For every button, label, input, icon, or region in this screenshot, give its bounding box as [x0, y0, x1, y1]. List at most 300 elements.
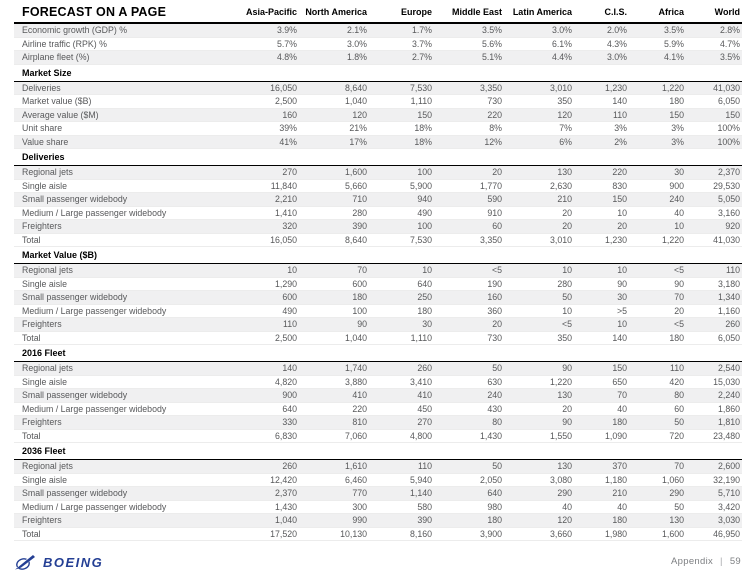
table-row	[14, 23, 742, 37]
table-cell: 210	[574, 487, 629, 501]
table-cell: 900	[629, 179, 686, 193]
table-cell: 3,660	[504, 527, 574, 541]
footer-separator: |	[720, 556, 723, 567]
table-cell: 1,110	[369, 95, 434, 109]
table-cell: 2,500	[232, 331, 299, 345]
table-row	[14, 95, 742, 109]
column-header: C.I.S.	[574, 2, 629, 23]
table-cell: 110	[232, 318, 299, 332]
table-cell: 160	[232, 108, 299, 122]
table-cell: 1,140	[369, 487, 434, 501]
table-cell: 600	[232, 291, 299, 305]
table-cell: 1,060	[629, 473, 686, 487]
table-cell: 2,370	[686, 166, 742, 180]
table-cell: 120	[504, 514, 574, 528]
table-cell: 140	[574, 331, 629, 345]
table-cell: 3%	[629, 135, 686, 149]
table-cell: 7,530	[369, 233, 434, 247]
table-row	[14, 233, 742, 247]
table-cell: 60	[629, 402, 686, 416]
table-cell: <5	[629, 318, 686, 332]
section-header-row	[14, 247, 742, 264]
table-cell: 41,030	[686, 81, 742, 95]
table-cell: 4.3%	[574, 37, 629, 51]
table-cell: 720	[629, 429, 686, 443]
table-cell: <5	[434, 264, 504, 278]
table-cell: 10	[369, 264, 434, 278]
page-footer	[0, 547, 750, 571]
table-cell: 150	[629, 108, 686, 122]
table-cell: 70	[574, 389, 629, 403]
table-cell: 11,840	[232, 179, 299, 193]
table-cell: 50	[434, 460, 504, 474]
table-cell: 6,460	[299, 473, 369, 487]
column-header: World	[686, 2, 742, 23]
table-cell: 16,050	[232, 233, 299, 247]
row-label: Small passenger widebody	[14, 291, 232, 305]
table-cell: 10,130	[299, 527, 369, 541]
table-cell: 90	[574, 277, 629, 291]
table-row	[14, 514, 742, 528]
table-cell: 3%	[574, 122, 629, 136]
table-row	[14, 135, 742, 149]
row-label: Market value ($B)	[14, 95, 232, 109]
row-label: Freighters	[14, 514, 232, 528]
table-cell: 21%	[299, 122, 369, 136]
row-label: Medium / Large passenger widebody	[14, 304, 232, 318]
table-cell: 430	[434, 402, 504, 416]
table-cell: 8,160	[369, 527, 434, 541]
page-number: 59	[729, 556, 741, 567]
table-cell: 23,480	[686, 429, 742, 443]
table-cell: 10	[232, 264, 299, 278]
table-cell: 70	[299, 264, 369, 278]
table-cell: 830	[574, 179, 629, 193]
table-cell: 6,830	[232, 429, 299, 443]
table-cell: 16,050	[232, 81, 299, 95]
table-cell: 10	[574, 318, 629, 332]
table-cell: 6,050	[686, 95, 742, 109]
table-cell: 580	[369, 500, 434, 514]
table-cell: 8,640	[299, 233, 369, 247]
table-row	[14, 166, 742, 180]
table-cell: 120	[299, 108, 369, 122]
table-cell: 1,600	[629, 527, 686, 541]
table-cell: 4,800	[369, 429, 434, 443]
table-cell: 30	[629, 166, 686, 180]
row-label: Total	[14, 331, 232, 345]
table-cell: 30	[574, 291, 629, 305]
boeing-logo	[13, 553, 103, 571]
table-cell: 40	[574, 500, 629, 514]
table-cell: 6%	[504, 135, 574, 149]
table-cell: 90	[299, 318, 369, 332]
row-label: Regional jets	[14, 460, 232, 474]
table-cell: 5.7%	[232, 37, 299, 51]
table-cell: 3.5%	[629, 23, 686, 37]
row-label: Total	[14, 233, 232, 247]
table-row	[14, 264, 742, 278]
table-cell: 770	[299, 487, 369, 501]
table-cell: 300	[299, 500, 369, 514]
table-cell: 32,190	[686, 473, 742, 487]
table-cell: 2.7%	[369, 51, 434, 65]
table-cell: 29,530	[686, 179, 742, 193]
table-cell: 2,240	[686, 389, 742, 403]
table-row	[14, 375, 742, 389]
column-header: Middle East	[434, 2, 504, 23]
table-row	[14, 304, 742, 318]
table-cell: 420	[629, 375, 686, 389]
row-label: Deliveries	[14, 81, 232, 95]
table-cell: 1,770	[434, 179, 504, 193]
table-cell: 4.7%	[686, 37, 742, 51]
table-cell: 7,060	[299, 429, 369, 443]
table-cell: 90	[629, 277, 686, 291]
table-cell: 330	[232, 416, 299, 430]
row-label: Medium / Large passenger widebody	[14, 500, 232, 514]
table-cell: 220	[574, 166, 629, 180]
table-cell: 910	[434, 206, 504, 220]
table-row	[14, 389, 742, 403]
table-cell: 630	[434, 375, 504, 389]
table-row	[14, 402, 742, 416]
table-cell: 10	[504, 264, 574, 278]
table-cell: 240	[434, 389, 504, 403]
page-title: FORECAST ON A PAGE	[14, 2, 232, 23]
table-cell: 15,030	[686, 375, 742, 389]
table-cell: 10	[574, 206, 629, 220]
table-cell: 4,820	[232, 375, 299, 389]
table-cell: 3,420	[686, 500, 742, 514]
table-cell: 90	[504, 416, 574, 430]
table-cell: 70	[629, 460, 686, 474]
table-cell: 1,600	[299, 166, 369, 180]
table-cell: 270	[232, 166, 299, 180]
table-cell: 2.1%	[299, 23, 369, 37]
table-cell: 1,810	[686, 416, 742, 430]
table-cell: 20	[574, 220, 629, 234]
table-cell: 100%	[686, 135, 742, 149]
table-row	[14, 81, 742, 95]
table-cell: 1,740	[299, 362, 369, 376]
table-cell: 100%	[686, 122, 742, 136]
row-label: Freighters	[14, 318, 232, 332]
table-cell: 280	[504, 277, 574, 291]
table-cell: 920	[686, 220, 742, 234]
row-label: Unit share	[14, 122, 232, 136]
table-cell: 1,040	[232, 514, 299, 528]
table-cell: 3,010	[504, 81, 574, 95]
table-cell: 130	[629, 514, 686, 528]
table-cell: 1,410	[232, 206, 299, 220]
table-cell: 1.8%	[299, 51, 369, 65]
row-label: Regional jets	[14, 362, 232, 376]
table-cell: 3.0%	[574, 51, 629, 65]
table-cell: 1,220	[629, 233, 686, 247]
table-cell: 6.1%	[504, 37, 574, 51]
table-row	[14, 500, 742, 514]
row-label: Total	[14, 527, 232, 541]
table-cell: 39%	[232, 122, 299, 136]
table-cell: 210	[504, 193, 574, 207]
table-row	[14, 429, 742, 443]
table-cell: 730	[434, 331, 504, 345]
row-label: Regional jets	[14, 166, 232, 180]
table-cell: 260	[232, 460, 299, 474]
row-label: Regional jets	[14, 264, 232, 278]
table-cell: 18%	[369, 122, 434, 136]
table-cell: 390	[299, 220, 369, 234]
table-cell: 1,220	[629, 81, 686, 95]
table-cell: 1,290	[232, 277, 299, 291]
table-cell: 17%	[299, 135, 369, 149]
column-header: Africa	[629, 2, 686, 23]
table-row	[14, 473, 742, 487]
table-cell: 710	[299, 193, 369, 207]
table-cell: 5.9%	[629, 37, 686, 51]
table-cell: 1,180	[574, 473, 629, 487]
table-row	[14, 51, 742, 65]
table-row	[14, 487, 742, 501]
table-cell: 3,010	[504, 233, 574, 247]
table-cell: 100	[369, 166, 434, 180]
table-cell: 60	[434, 220, 504, 234]
table-cell: 80	[629, 389, 686, 403]
table-cell: 41,030	[686, 233, 742, 247]
forecast-table	[14, 2, 742, 541]
table-cell: 20	[504, 220, 574, 234]
table-cell: 40	[574, 402, 629, 416]
table-cell: 3,180	[686, 277, 742, 291]
table-cell: 46,950	[686, 527, 742, 541]
table-cell: 1,090	[574, 429, 629, 443]
table-cell: 3,900	[434, 527, 504, 541]
table-cell: 12%	[434, 135, 504, 149]
table-cell: <5	[629, 264, 686, 278]
table-cell: 370	[574, 460, 629, 474]
table-cell: 5,900	[369, 179, 434, 193]
table-cell: 180	[299, 291, 369, 305]
table-row	[14, 460, 742, 474]
table-cell: 1,860	[686, 402, 742, 416]
table-row	[14, 416, 742, 430]
table-row	[14, 291, 742, 305]
table-cell: 180	[574, 514, 629, 528]
table-cell: 1,110	[369, 331, 434, 345]
table-cell: 41%	[232, 135, 299, 149]
table-cell: 180	[629, 331, 686, 345]
table-cell: 3,350	[434, 233, 504, 247]
table-cell: 80	[434, 416, 504, 430]
table-cell: <5	[504, 318, 574, 332]
row-label: Single aisle	[14, 277, 232, 291]
table-cell: 50	[504, 291, 574, 305]
table-cell: 1,430	[232, 500, 299, 514]
table-cell: 18%	[369, 135, 434, 149]
table-cell: 1,230	[574, 233, 629, 247]
table-row	[14, 122, 742, 136]
table-cell: 350	[504, 95, 574, 109]
table-row	[14, 206, 742, 220]
table-row	[14, 318, 742, 332]
table-cell: 2,540	[686, 362, 742, 376]
table-cell: 490	[369, 206, 434, 220]
row-label: Medium / Large passenger widebody	[14, 206, 232, 220]
table-cell: 3.5%	[434, 23, 504, 37]
section-header: 2036 Fleet	[14, 443, 742, 460]
column-header: North America	[299, 2, 369, 23]
section-header-row	[14, 443, 742, 460]
page-reference	[671, 556, 741, 567]
table-cell: 5.6%	[434, 37, 504, 51]
table-cell: 12,420	[232, 473, 299, 487]
table-cell: 20	[504, 402, 574, 416]
row-label: Average value ($M)	[14, 108, 232, 122]
section-header-row	[14, 345, 742, 362]
table-row	[14, 362, 742, 376]
table-cell: 1,230	[574, 81, 629, 95]
table-cell: 7,530	[369, 81, 434, 95]
row-label: Small passenger widebody	[14, 193, 232, 207]
table-cell: 320	[232, 220, 299, 234]
table-cell: 70	[629, 291, 686, 305]
table-cell: 150	[574, 362, 629, 376]
table-cell: 150	[574, 193, 629, 207]
section-header-row	[14, 64, 742, 81]
table-cell: 140	[232, 362, 299, 376]
table-cell: 130	[504, 460, 574, 474]
table-cell: 140	[574, 95, 629, 109]
table-row	[14, 527, 742, 541]
table-cell: 5,710	[686, 487, 742, 501]
row-label: Medium / Large passenger widebody	[14, 402, 232, 416]
table-cell: 30	[369, 318, 434, 332]
row-label: Airline traffic (RPK) %	[14, 37, 232, 51]
appendix-label: Appendix	[671, 556, 714, 567]
table-cell: 130	[504, 166, 574, 180]
table-cell: 4.4%	[504, 51, 574, 65]
table-cell: 110	[686, 264, 742, 278]
table-cell: 1,550	[504, 429, 574, 443]
table-cell: 1,040	[299, 331, 369, 345]
table-cell: 150	[686, 108, 742, 122]
table-cell: 10	[574, 264, 629, 278]
row-label: Small passenger widebody	[14, 389, 232, 403]
table-cell: 980	[434, 500, 504, 514]
table-cell: 40	[629, 206, 686, 220]
table-cell: 990	[299, 514, 369, 528]
table-cell: 100	[369, 220, 434, 234]
table-cell: 180	[574, 416, 629, 430]
table-cell: 260	[369, 362, 434, 376]
table-cell: 640	[369, 277, 434, 291]
table-cell: 5,050	[686, 193, 742, 207]
section-header: Deliveries	[14, 149, 742, 166]
table-cell: 2,630	[504, 179, 574, 193]
table-cell: 3.7%	[369, 37, 434, 51]
table-row	[14, 277, 742, 291]
table-cell: 110	[629, 362, 686, 376]
table-cell: 270	[369, 416, 434, 430]
row-label: Freighters	[14, 416, 232, 430]
table-cell: 2.8%	[686, 23, 742, 37]
table-cell: 290	[504, 487, 574, 501]
row-label: Airplane fleet (%)	[14, 51, 232, 65]
table-cell: 3,030	[686, 514, 742, 528]
table-cell: 5,940	[369, 473, 434, 487]
table-cell: 90	[504, 362, 574, 376]
table-cell: 130	[504, 389, 574, 403]
section-header: Market Size	[14, 64, 742, 81]
section-header: Market Value ($B)	[14, 247, 742, 264]
table-cell: 900	[232, 389, 299, 403]
table-cell: 6,050	[686, 331, 742, 345]
section-header: 2016 Fleet	[14, 345, 742, 362]
table-cell: 1,980	[574, 527, 629, 541]
table-body	[14, 23, 742, 541]
table-cell: 5,660	[299, 179, 369, 193]
table-row	[14, 220, 742, 234]
table-cell: 490	[232, 304, 299, 318]
table-cell: 190	[434, 277, 504, 291]
table-cell: 110	[369, 460, 434, 474]
table-cell: 730	[434, 95, 504, 109]
table-cell: >5	[574, 304, 629, 318]
table-cell: 3.9%	[232, 23, 299, 37]
table-cell: 360	[434, 304, 504, 318]
row-label: Economic growth (GDP) %	[14, 23, 232, 37]
table-cell: 350	[504, 331, 574, 345]
table-cell: 1,340	[686, 291, 742, 305]
table-cell: 3.0%	[504, 23, 574, 37]
table-cell: 180	[369, 304, 434, 318]
row-label: Single aisle	[14, 179, 232, 193]
row-label: Small passenger widebody	[14, 487, 232, 501]
table-cell: 810	[299, 416, 369, 430]
table-cell: 1.7%	[369, 23, 434, 37]
table-cell: 2.0%	[574, 23, 629, 37]
table-cell: 3.5%	[686, 51, 742, 65]
table-cell: 20	[434, 318, 504, 332]
table-cell: 180	[629, 95, 686, 109]
table-cell: 390	[369, 514, 434, 528]
table-cell: 4.1%	[629, 51, 686, 65]
table-cell: 40	[504, 500, 574, 514]
table-cell: 2%	[574, 135, 629, 149]
table-cell: 280	[299, 206, 369, 220]
table-cell: 260	[686, 318, 742, 332]
table-cell: 150	[369, 108, 434, 122]
boeing-wordmark: BOEING	[43, 554, 104, 570]
row-label: Total	[14, 429, 232, 443]
table-cell: 3,410	[369, 375, 434, 389]
row-label: Value share	[14, 135, 232, 149]
table-cell: 1,160	[686, 304, 742, 318]
row-label: Single aisle	[14, 375, 232, 389]
table-cell: 640	[434, 487, 504, 501]
table-cell: 3%	[629, 122, 686, 136]
table-cell: 3,350	[434, 81, 504, 95]
table-cell: 290	[629, 487, 686, 501]
table-cell: 20	[504, 206, 574, 220]
boeing-swoosh-icon	[13, 553, 39, 571]
table-cell: 8%	[434, 122, 504, 136]
table-cell: 1,610	[299, 460, 369, 474]
table-cell: 940	[369, 193, 434, 207]
table-cell: 180	[434, 514, 504, 528]
table-cell: 250	[369, 291, 434, 305]
